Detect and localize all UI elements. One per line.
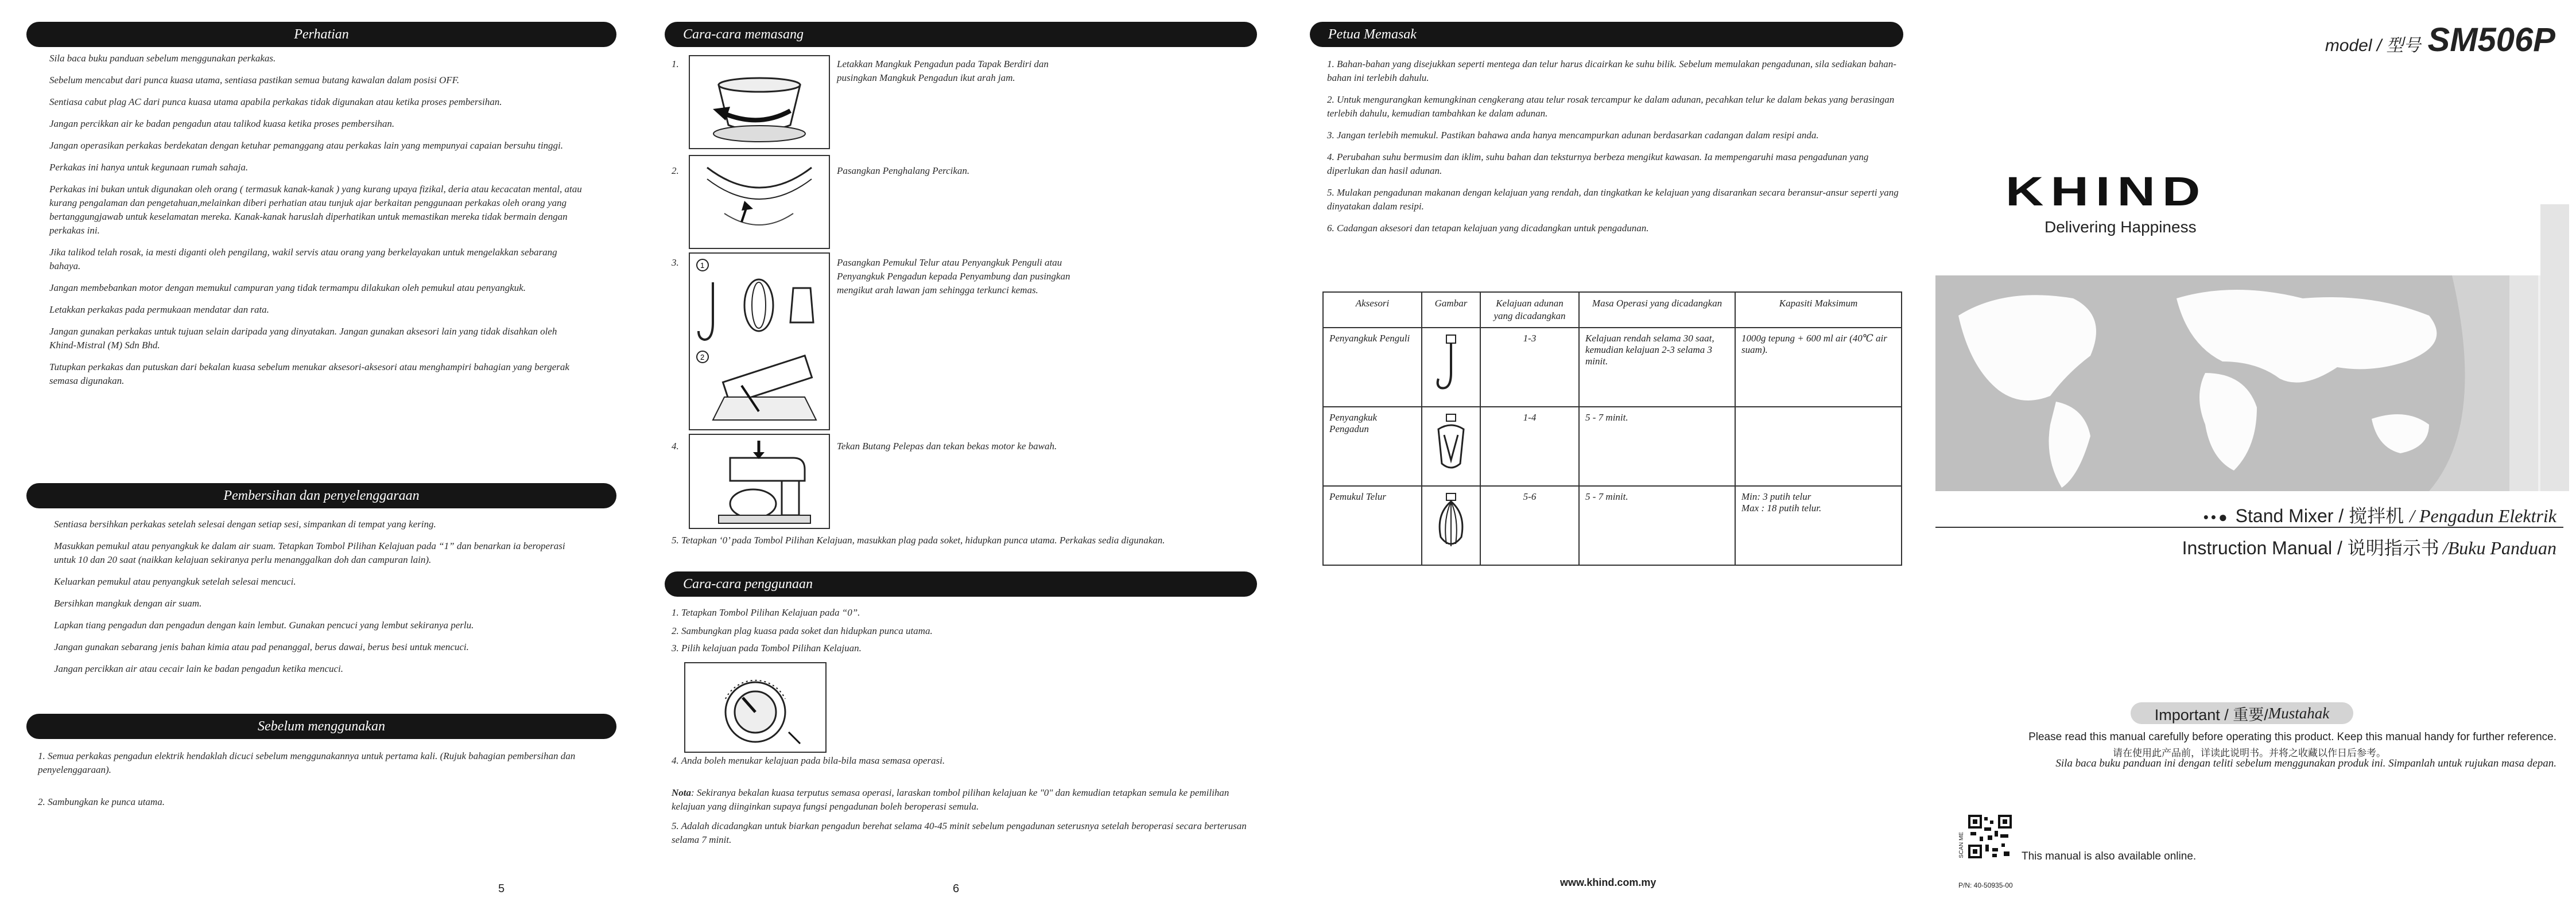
petua-item-2: 2. Untuk mengurangkan kemungkinan cengkerang atau telur rosak tercampur ke dalam adunan, pecahkan telur ke dalam bekas yang berasingan terlebih dahulu, kemudian tambahkan ke dalam adunan. xyxy=(1327,94,1895,119)
pembersihan-title: Pembersihan dan penyelenggaraan xyxy=(223,488,420,503)
perhatian-item-3: Sentiasa cabut plag AC dari punca kuasa utama apabila perkakas tidak digunakan atau ketika proses pembersihan. xyxy=(49,96,502,107)
perhatian-item-6: Perkakas ini hanya untuk kegunaan rumah sahaja. xyxy=(49,162,249,173)
memasang-step-4-num: 4. xyxy=(672,441,679,452)
whisk-icon xyxy=(1434,491,1468,554)
cell-masa: 5 - 7 minit. xyxy=(1579,486,1735,565)
dots-icon: ••● xyxy=(2203,508,2230,526)
cell-kapasiti: Min: 3 putih telur Max : 18 putih telur. xyxy=(1735,486,1902,565)
perhatian-item-5: Jangan operasikan perkakas berdekatan dengan ketuhar pemanggang atau perkakas lain yang mempunyai capaian bersuhu tinggi. xyxy=(49,140,564,151)
memasang-step-1-num: 1. xyxy=(672,59,679,69)
sebelum-header xyxy=(26,714,616,739)
splash-guard-figure xyxy=(689,155,830,249)
cell-kelajuan: 5-6 xyxy=(1480,486,1579,565)
important-zh: 请在使用此产品前，详读此说明书。并将之收藏以作日后参考。 xyxy=(2113,748,2386,759)
page-5 xyxy=(0,0,620,910)
perhatian-item-1: Sila baca buku panduan sebelum menggunakan perkakas. xyxy=(49,53,276,64)
page-number-6: 6 xyxy=(953,882,960,895)
speed-knob-figure xyxy=(684,662,827,753)
sebelum-title: Sebelum menggunakan xyxy=(258,718,385,734)
online-note: This manual is also available online. xyxy=(2022,850,2197,862)
attachment-figure xyxy=(689,252,830,430)
cell-gambar xyxy=(1422,486,1480,565)
model-number: SM506P xyxy=(2427,21,2555,59)
cell-kelajuan: 1-3 xyxy=(1480,328,1579,407)
col-masa: Masa Operasi yang dicadangkan xyxy=(1579,292,1735,328)
petua-header xyxy=(1310,22,1903,47)
cell-kapasiti: 1000g tepung + 600 ml air (40℃ air suam). xyxy=(1735,328,1902,407)
bowl-rotate-illustration xyxy=(690,56,829,148)
perhatian-header xyxy=(26,22,616,47)
memasang-step-4-text: Tekan Butang Pelepas dan tekan bekas motor ke bawah. xyxy=(837,441,1057,452)
svg-text:2: 2 xyxy=(700,353,705,361)
manual-line-text: Instruction Manual / 说明指示书 xyxy=(2182,538,2439,558)
scan-me-label: SCAN ME xyxy=(1958,832,1965,858)
cell-gambar xyxy=(1422,407,1480,486)
table-header-row xyxy=(1323,292,1902,328)
petua-item-1: 1. Bahan-bahan yang disejukkan seperti mentega dan telur harus dicairkan ke suhu bilik. Sebelum memulakan pengadunan, sila sediakan bahan-bahan ini terlebih dahulu. xyxy=(1327,59,1896,83)
qr-block xyxy=(1958,815,2012,858)
dough-hook-icon xyxy=(1434,333,1468,396)
sebelum-item-2: 2. Sambungkan ke punca utama. xyxy=(38,796,165,807)
manual-line-malay: /Buku Panduan xyxy=(2442,538,2556,558)
table-row xyxy=(1323,407,1902,486)
memasang-step-3-text: Pasangkan Pemukul Telur atau Penyangkuk Penguli atau Penyangkuk Pengadun kepada Penyambung dan pusingkan mengikut arah lawan jam sehingga terkunci kemas. xyxy=(837,257,1070,295)
penggunaan-item-2: 2. Sambungkan plag kuasa pada soket dan hidupkan punca utama. xyxy=(672,625,933,636)
perhatian-item-2: Sebelum mencabut dari punca kuasa utama, sentiasa pastikan semua butang kawalan dalam posisi OFF. xyxy=(49,75,460,85)
penggunaan-header xyxy=(665,571,1257,597)
cell-kelajuan: 1-4 xyxy=(1480,407,1579,486)
nota-label: Nota xyxy=(672,787,691,798)
cell-aksesori: Penyangkuk Penguli xyxy=(1323,328,1422,407)
nota-text: : Sekiranya bekalan kuasa terputus semasa operasi, laraskan tombol pilihan kelajuan ke "0" dan kemudian tetapkan semula ke pemilihan kelajuan yang diinginkan supaya fungsi pengadunan boleh beroperasi semula. xyxy=(672,787,1229,812)
memasang-step-1-text: Letakkan Mangkuk Pengadun pada Tapak Berdiri dan pusingkan Mangkuk Pengadun ikut arah jam. xyxy=(837,59,1049,83)
cell-gambar xyxy=(1422,328,1480,407)
product-line-malay: / Pengadun Elektrik xyxy=(2410,505,2556,526)
petua-item-3: 3. Jangan terlebih memukul. Pastikan bahawa anda hanya mencampurkan adunan berdasarkan cadangan dalam resipi anda. xyxy=(1327,130,1819,141)
page-6 xyxy=(654,0,1274,910)
perhatian-item-9: Jangan membebankan motor dengan memukul campuran yang tidak termampu dilakukan oleh pemukul atau penyangkuk. xyxy=(49,282,526,293)
brand-tagline: Delivering Happiness xyxy=(2044,218,2197,236)
nota-item-5: 5. Adalah dicadangkan untuk biarkan pengadun berehat selama 40-45 minit sebelum pengadunan seterusnya setelah beroperasi secara berterusan selama 7 minit. xyxy=(672,820,1247,845)
important-malay: Mustahak xyxy=(2268,704,2330,722)
product-line-text: Stand Mixer / 搅拌机 xyxy=(2235,505,2404,526)
release-button-figure xyxy=(689,434,830,529)
khind-logo xyxy=(2005,169,2208,236)
memasang-title: Cara-cara memasang xyxy=(683,26,804,42)
memasang-step-2-text: Pasangkan Penghalang Percikan. xyxy=(837,165,970,176)
perhatian-item-4: Jangan percikkan air ke badan pengadun atau talikod kuasa ketika proses pembersihan. xyxy=(49,118,395,129)
page-7 xyxy=(1297,0,1917,910)
world-map-illustration xyxy=(1935,275,2563,491)
product-line xyxy=(2203,501,2556,528)
penggunaan-item-1: 1. Tetapkan Tombol Pilihan Kelajuan pada “0”. xyxy=(672,607,860,618)
model-line xyxy=(2325,21,2555,59)
important-ms: Sila baca buku panduan ini dengan teliti sebelum menggunakan produk ini. Simpanlah untuk rujukan masa depan. xyxy=(2055,757,2556,769)
brand-name: KHIND xyxy=(2005,169,2208,215)
pembersihan-item-1: Sentiasa bersihkan perkakas setelah selesai dengan setiap sesi, simpankan di tempat yang kering. xyxy=(54,519,436,530)
pembersihan-item-3: Keluarkan pemukul atau penyangkuk setelah selesai mencuci. xyxy=(54,576,296,587)
cell-masa: Kelajuan rendah selama 30 saat, kemudian kelajuan 2-3 selama 3 minit. xyxy=(1579,328,1735,407)
part-number: P/N: 40-50935-00 xyxy=(1958,881,2013,889)
accessory-table xyxy=(1322,291,1902,566)
important-label: Important / 重要/ xyxy=(2154,706,2268,724)
speed-knob-illustration xyxy=(685,663,825,752)
table-row xyxy=(1323,328,1902,407)
cell-aksesori: Penyangkuk Pengadun xyxy=(1323,407,1422,486)
petua-item-4: 4. Perubahan suhu bermusim dan iklim, suhu bahan dan teksturnya berbeza mengikut kawasan. Ia mempengaruhi masa pengadunan yang diperlukan dan hasil adunan. xyxy=(1327,151,1869,176)
pembersihan-item-4: Bersihkan mangkuk dengan air suam. xyxy=(54,598,202,609)
penggunaan-title: Cara-cara penggunaan xyxy=(683,576,813,592)
memasang-step-2-num: 2. xyxy=(672,165,679,176)
stand-mixer-illustration xyxy=(690,435,829,528)
memasang-step-5: 5. Tetapkan ‘0’ pada Tombol Pilihan Kelajuan, masukkan plag pada soket, hidupkan punca utama. Perkakas sedia digunakan. xyxy=(672,535,1165,546)
pembersihan-item-6: Jangan gunakan sebarang jenis bahan kimia atau pad penanggal, berus dawai, berus besi untuk mencuci. xyxy=(54,641,469,652)
qr-code-icon[interactable] xyxy=(1968,815,2012,858)
perhatian-item-12: Tutupkan perkakas dan putuskan dari bekalan kuasa sebelum menukar aksesori-aksesori atau menghampiri bahagian yang bergerak semasa digunakan. xyxy=(49,361,569,386)
perhatian-item-10: Letakkan perkakas pada permukaan mendatar dan rata. xyxy=(49,304,269,315)
manual-line xyxy=(2182,534,2556,560)
bowl-mount-figure xyxy=(689,55,830,149)
perhatian-item-11: Jangan gunakan perkakas untuk tujuan selain daripada yang dinyatakan. Jangan gunakan aksesori lain yang tidak disahkan oleh Khind-Mistral (M) Sdn Bhd. xyxy=(49,326,557,351)
important-pill xyxy=(2131,702,2353,724)
pembersihan-item-7: Jangan percikkan air atau cecair lain ke badan pengadun ketika mencuci. xyxy=(54,663,344,674)
cover-page xyxy=(1929,0,2576,910)
col-kelajuan: Kelajuan adunan yang dicadangkan xyxy=(1480,292,1579,328)
col-kapasiti: Kapasiti Maksimum xyxy=(1735,292,1902,328)
svg-text:1: 1 xyxy=(700,261,705,270)
nota-paragraph xyxy=(672,786,1251,814)
splash-guard-illustration xyxy=(690,156,829,248)
petua-item-6: 6. Cadangan aksesori dan tetapan kelajuan yang dicadangkan untuk pengadunan. xyxy=(1327,223,1649,234)
website: www.khind.com.my xyxy=(1560,877,1656,888)
cover-divider xyxy=(1935,527,2563,528)
memasang-step-3-num: 3. xyxy=(672,257,679,268)
col-aksesori: Aksesori xyxy=(1323,292,1422,328)
model-label: model / 型号 xyxy=(2325,36,2421,55)
col-gambar: Gambar xyxy=(1422,292,1480,328)
perhatian-item-8: Jika talikod telah rosak, ia mesti diganti oleh pengilang, wakil servis atau orang yang berkelayakan untuk mengelakkan sebarang bahaya. xyxy=(49,247,557,271)
cell-masa: 5 - 7 minit. xyxy=(1579,407,1735,486)
perhatian-item-7: Perkakas ini bukan untuk digunakan oleh orang ( termasuk kanak-kanak ) yang kurang upaya fizikal, deria atau kecacatan mental, atau kurang pengalaman dan pengetahuan,melainkan diberi perhatian atau tunjuk ajar berkaitan penggunaan perkakas oleh orang yang bertanggungjawab untuk keselamatan mereka. Kanak-kanak haruslah diperhatikan untuk memastikan mereka tidak bermain dengan perkakas ini. xyxy=(49,184,582,236)
penggunaan-item-3: 3. Pilih kelajuan pada Tombol Pilihan Kelajuan. xyxy=(672,643,862,654)
vertical-stripes xyxy=(2540,204,2569,491)
pembersihan-item-2: Masukkan pemukul atau penyangkuk ke dalam air suam. Tetapkan Tombol Pilihan Kelajuan pada “1” dan benarkan ia beroperasi untuk 10 dan 20 saat (naikkan kelajuan sekiranya perlu menanggalkan doh dan campuran lain). xyxy=(54,540,565,565)
pembersihan-header xyxy=(26,483,616,508)
cell-kapasiti xyxy=(1735,407,1902,486)
cell-aksesori: Pemukul Telur xyxy=(1323,486,1422,565)
penggunaan-item-4: 4. Anda boleh menukar kelajuan pada bila-bila masa semasa operasi. xyxy=(672,755,945,766)
petua-item-5: 5. Mulakan pengadunan makanan dengan kelajuan yang rendah, dan tingkatkan ke kelajuan yang disarankan secara beransur-ansur seperti yang dinyatakan dalam resipi. xyxy=(1327,187,1899,212)
table-row xyxy=(1323,486,1902,565)
world-map-banner xyxy=(1935,275,2563,491)
pembersihan-item-5: Lapkan tiang pengadun dan pengadun dengan kain lembut. Gunakan pencuci yang lembut sekiranya perlu. xyxy=(54,620,474,631)
attachment-illustration xyxy=(690,254,829,429)
memasang-header xyxy=(665,22,1257,47)
sebelum-item-1: 1. Semua perkakas pengadun elektrik hendaklah dicuci sebelum menggunakannya untuk pertama kali. (Rujuk bahagian pembersihan dan penyelenggaraan). xyxy=(38,750,576,775)
perhatian-title: Perhatian xyxy=(294,26,349,42)
flat-beater-icon xyxy=(1434,412,1468,475)
page-number-5: 5 xyxy=(498,882,505,895)
important-en: Please read this manual carefully before operating this product. Keep this manual handy for further reference. xyxy=(2028,731,2556,743)
petua-title: Petua Memasak xyxy=(1328,26,1417,42)
